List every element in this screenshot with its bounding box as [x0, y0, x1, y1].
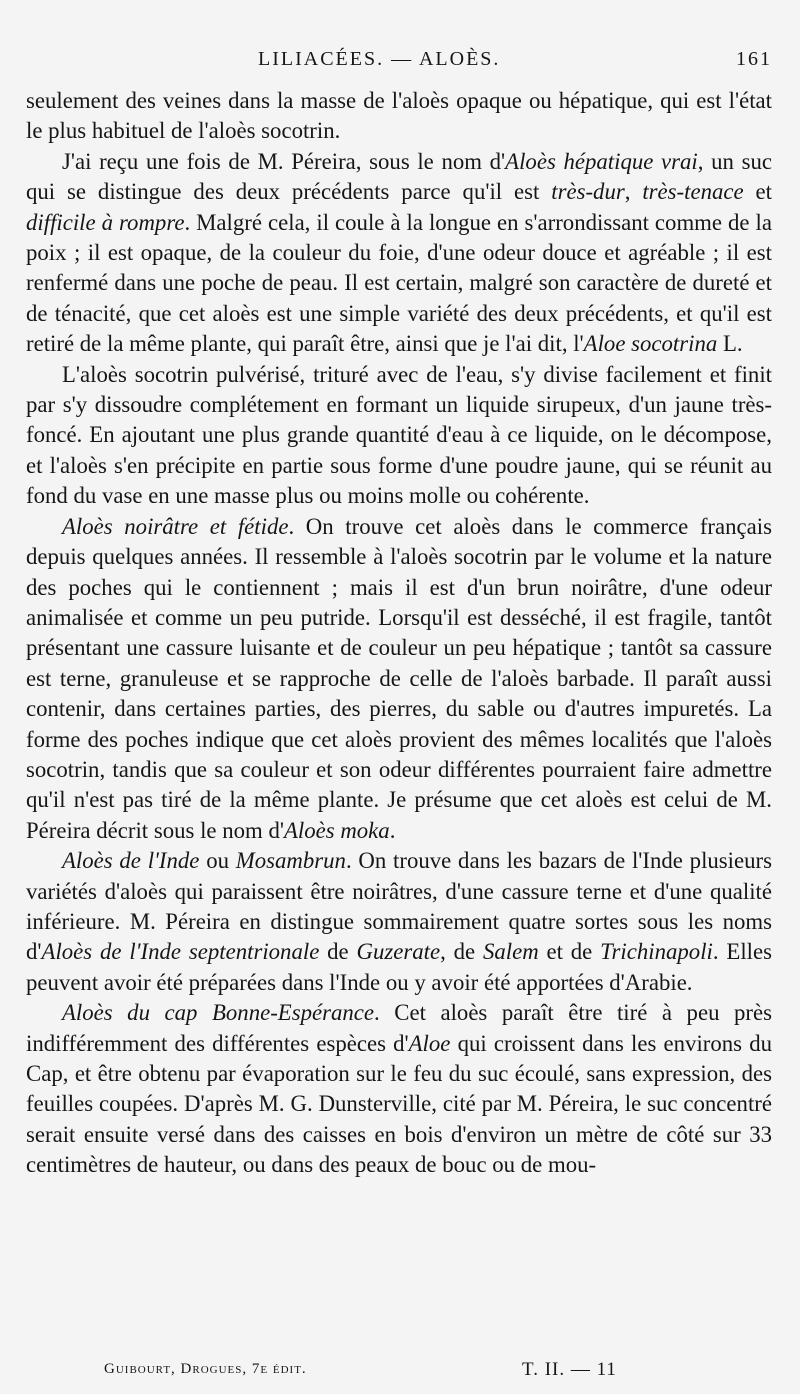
text-run: , [624, 179, 643, 205]
text-run: , un suc qui se distingue des deux précédents parce qu'il est [26, 148, 772, 205]
running-head [0, 48, 800, 78]
text-run: . On trouve cet aloès dans le commerce français depuis quelques années. Il ressemble à l'aloès socotrin par le volume et la nature des poches qui le contiennent ; mais il est d'un brun noirâtre, d'une odeur animalisée et comme un peu putride. Lorsqu'il est desséché, il est fragile, tantôt présentant une cassure luisante et de couleur un peu hépatique ; tantôt sa cassure est terne, granuleuse et se rapproche de celle de l'aloès barbade. Il paraît aussi contenir, dans certaines parties, des pierres, du sable ou d'autres impuretés. La forme des poches indique que cet aloès provient des mêmes localités que l'aloès socotrin, tandis que sa couleur et son odeur différentes pourraient faire admettre qu'il n'est pas tiré de la même plante. Je présume que cet aloès est celui de M. Péreira décrit sous le nom d' [26, 513, 772, 843]
italic-run: Salem [482, 939, 539, 965]
text-run: et de [538, 939, 601, 965]
italic-run: Aloès de l'Inde [62, 848, 200, 874]
text-run: . Malgré cela, il coule à la longue en s'arrondissant comme de la poix ; il est opaque, de la couleur du foie, d'une odeur douce et agréable ; il est renfermé dans une poche de peau. Il est certain, malgré son caractère de dureté et de ténacité, que cet aloès est une simple variété des deux précédents, et qu'il est retiré de la même plante, qui paraît être, ainsi que je l'ai dit, l' [26, 209, 772, 357]
paragraph [26, 512, 772, 846]
italic-run: Aloès moka [283, 817, 390, 843]
paragraph [26, 998, 772, 1180]
text-run: . On trouve dans les bazars de l'Inde plusieurs variétés d'aloès qui paraissent être noirâtres, d'une cassure terne et d'une qualité inférieure. M. Péreira en distingue sommairement quatre sortes sous les noms d' [26, 848, 772, 965]
running-title: LILIACÉES. — ALOÈS. [258, 48, 501, 70]
paragraph [26, 147, 772, 360]
text-run: , de [440, 939, 483, 965]
text-run: J'ai reçu une fois de M. Péreira, sous le nom d' [62, 148, 506, 174]
text-run: qui croissent dans les environs du Cap, et être obtenu par évaporation sur le feu du suc écoulé, sans expression, des feuilles coupées. D'après M. G. Dunsterville, cité par M. Péreira, le suc concentré serait ensuite versé dans des caisses en bois d'environ un mètre de côté sur 33 centimètres de hauteur, ou dans des peaux de bouc ou de mou- [26, 1030, 772, 1178]
text-run: ou [199, 848, 236, 874]
text-run: . [389, 817, 396, 843]
signature-mark: T. II. — 11 [522, 1359, 617, 1380]
page-footer [0, 1359, 800, 1383]
italic-run: très-dur [551, 179, 625, 205]
italic-run: Aloe [408, 1030, 451, 1056]
text-run: et [743, 179, 772, 205]
text-run: . Cet aloès paraît être tiré à peu près indifféremment des différentes espèces d' [26, 1000, 772, 1056]
italic-run: Aloès de l'Inde septentrionale [41, 939, 320, 965]
italic-run: difficile à rompre [26, 209, 185, 235]
body-text [26, 86, 772, 1181]
italic-run: Aloès hépatique vrai [505, 148, 698, 174]
page-number: 161 [736, 48, 772, 70]
text-run: . Elles peuvent avoir été préparées dans l'Inde ou y avoir été apportées d'Arabie. [26, 939, 773, 995]
italic-run: Aloès noirâtre et fétide [62, 513, 289, 539]
italic-run: très-tenace [642, 179, 744, 205]
publication-imprint: Guibourt, Drogues, 7e édit. [104, 1361, 307, 1377]
italic-run: Mosambrun [235, 848, 346, 874]
italic-run: Trichinapoli [600, 939, 713, 965]
text-run: seulement des veines dans la masse de l'aloès opaque ou hépatique, qui est l'état le plus habituel de l'aloès socotrin. [26, 88, 772, 144]
italic-run: Guzerate [356, 939, 441, 965]
text-run: L. [717, 331, 743, 357]
paragraph [26, 360, 772, 512]
italic-run: Aloès du cap Bonne-Espérance [62, 1000, 375, 1026]
text-run: L'aloès socotrin pulvérisé, trituré avec de l'eau, s'y divise facilement et finit par s'y dissoudre complétement en formant un liquide sirupeux, d'un jaune très-foncé. En ajoutant une plus grande quantité d'eau à ce liquide, on le décompose, et l'aloès s'en précipite en partie sous forme d'une poudre jaune, qui se réunit au fond du vase en une masse plus ou moins molle ou cohérente. [26, 361, 772, 509]
text-run: de [319, 939, 357, 965]
italic-run: Aloe socotrina [583, 331, 718, 357]
paragraph [26, 86, 772, 147]
paragraph [26, 846, 772, 998]
